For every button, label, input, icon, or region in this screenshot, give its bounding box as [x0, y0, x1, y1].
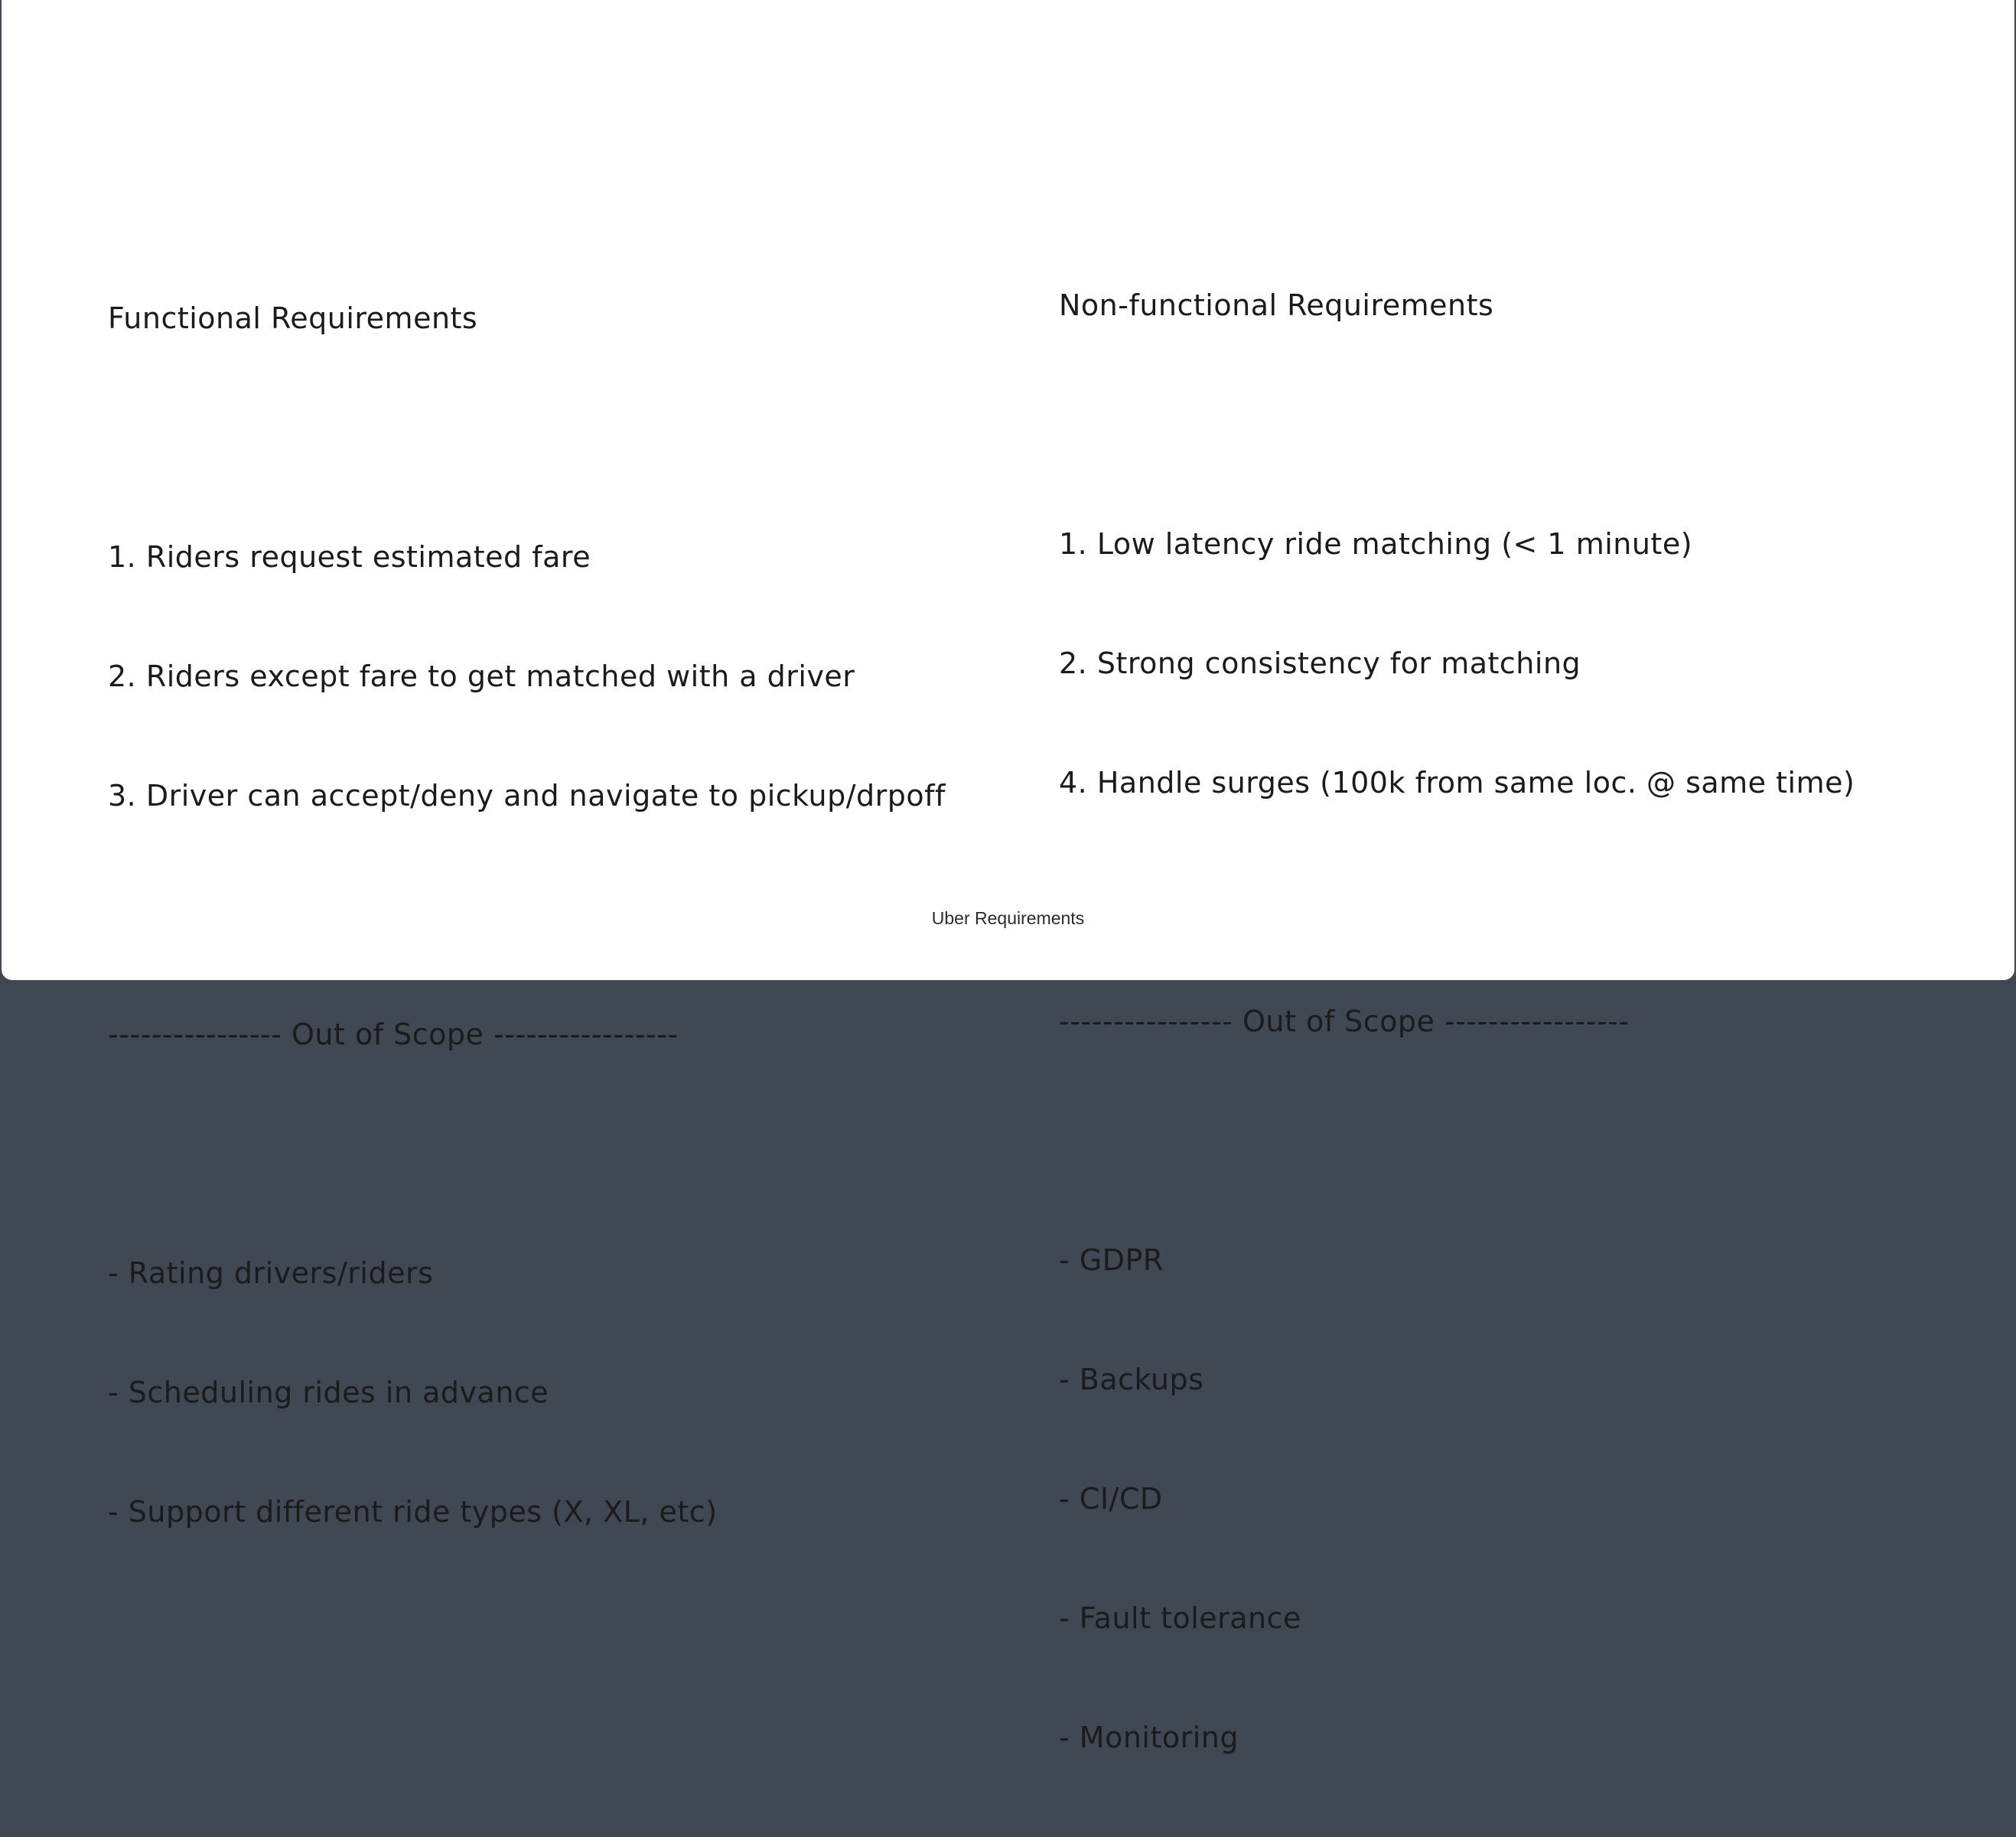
functional-item: 1. Riders request estimated fare: [108, 540, 591, 574]
whiteboard-canvas[interactable]: [2, 0, 2014, 1754]
functional-out-of-scope-item: - Rating drivers/riders: [108, 1256, 434, 1290]
functional-out-of-scope-item: - Scheduling rides in advance: [108, 1376, 549, 1409]
functional-item: 3. Driver can accept/deny and navigate to pickup/drpoff: [108, 779, 946, 813]
functional-out-of-scope-item: - Support different ride types (X, XL, etc): [108, 1495, 718, 1529]
nonfunctional-out-of-scope-item: - Fault tolerance: [1059, 1601, 1301, 1635]
spacer: [108, 418, 946, 458]
functional-out-of-scope-divider: ---------------- Out of Scope -----------------: [108, 1018, 679, 1051]
nonfunctional-out-of-scope-item: - Backups: [1059, 1363, 1204, 1396]
nonfunctional-title: Non-functional Requirements: [1059, 288, 1494, 322]
spacer: [108, 1134, 946, 1174]
nonfunctional-item: 1. Low latency ride matching (< 1 minute): [1059, 527, 1693, 561]
spacer: [1059, 1121, 1855, 1161]
nonfunctional-item: 2. Strong consistency for matching: [1059, 647, 1581, 680]
functional-title: Functional Requirements: [108, 301, 478, 335]
nonfunctional-out-of-scope-item: - CI/CD: [1059, 1482, 1163, 1516]
diagram-caption: Uber Requirements: [931, 908, 1085, 928]
nonfunctional-out-of-scope-divider: ---------------- Out of Scope -----------------: [1059, 1005, 1630, 1038]
nonfunctional-requirements-note[interactable]: [1059, 206, 1855, 1837]
functional-item: 2. Riders except fare to get matched with a driver: [108, 660, 855, 693]
nonfunctional-out-of-scope-item: - Monitoring: [1059, 1721, 1239, 1754]
spacer: [1059, 405, 1855, 445]
nonfunctional-out-of-scope-item: - GDPR: [1059, 1243, 1164, 1277]
nonfunctional-item: 4. Handle surges (100k from same loc. @ same time): [1059, 766, 1855, 800]
